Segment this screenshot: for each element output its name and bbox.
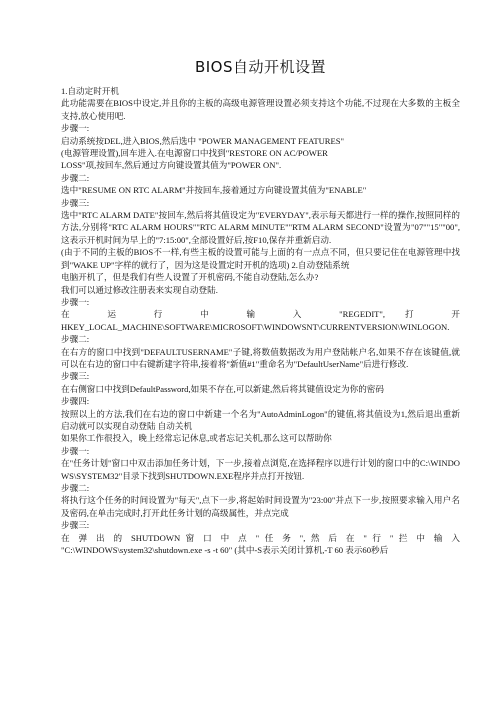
- paragraph-line: 如果你工作很投入，晚上经常忘记休息,或者忘记关机,那么这可以帮助你: [61, 433, 332, 444]
- paragraph-line: 步骤四:: [61, 396, 90, 407]
- document-title: BIOS自动开机设置: [194, 58, 327, 76]
- paragraph-line: 1.自动定时开机: [61, 86, 120, 96]
- paragraph-line: 启动系统按DEL,进入BIOS,然后选中 "POWER MANAGEMENT FEATURES": [61, 135, 345, 146]
- paragraph-line: LOSS"项,按回车,然后通过方向键设置其值为"POWER ON".: [61, 160, 282, 171]
- paragraph-line: 步骤一:: [61, 445, 90, 456]
- paragraph-line: "C:\WINDOWS\system32\shutdown.exe -s -t 60" (其中-S表示关闭计算机,-T 60 表示60秒后: [61, 545, 389, 556]
- paragraph-line: 在右侧窗口中找到DefaultPassword,如果不存在,可以新建,然后将其键值设定为你的密码: [61, 383, 384, 394]
- paragraph-line: 步骤二:: [61, 172, 90, 183]
- paragraph-line: 步骤三:: [61, 371, 90, 382]
- paragraph-line: 将执行这个任务的时间设置为"每天",点下一步,将起始时间设置为"23:00"并点下一步,按照要求输入用户名及密码,在单击完成时,打开此任务计划的高级属性，并点完成: [61, 495, 460, 518]
- paragraph-line: 步骤二:: [61, 483, 90, 493]
- paragraph-line: 步骤一:: [61, 296, 90, 307]
- paragraph-line: (电源管理设置),回车进入.在电源窗口中找到"RESTORE ON AC/POWER: [61, 148, 328, 159]
- paragraph-line: 在右方的窗口中找到"DEFAULTUSERNAME"子键,将数值数据改为用户登陆帐户名,如果不存在该键值,就可以在右边的窗口中右键新建字符串,接着将"新值#1"重命名为"DefaultUserName"后进行修改.: [61, 346, 460, 369]
- paragraph-line: 在 运 行 中 输 入 "REGEDIT", 打 开: [61, 309, 460, 320]
- paragraph-line: 在"任务计划"窗口中双击添加任务计划，下一步,接着点浏览,在选择程序以进行计划的窗口中的C:\WINDOWS\SYSTEM32"目录下找到SHUTDOWN.EXE程序并点打开按钮.: [61, 458, 460, 481]
- paragraph-line: 步骤二:: [61, 334, 90, 345]
- paragraph-line: HKEY_LOCAL_MACHINE\SOFTWARE\MICROSOFT\WINDOWSNT\CURRENTVERSION\WINLOGON.: [61, 321, 450, 332]
- paragraph-line: 步骤三:: [61, 197, 90, 208]
- paragraph-line: 电脑开机了，但是我们有些人设置了开机密码,不能自动登陆,怎么办?: [61, 272, 319, 283]
- paragraph-line: 此功能需要在BIOS中设定,并且你的主板的高级电源管理设置必须支持这个功能,不过现在大多数的主板全支持,放心使用吧.: [61, 98, 460, 121]
- document-body: [61, 85, 460, 556]
- paragraph-line: 我们可以通过修改注册表来实现自动登陆.: [61, 284, 218, 295]
- paragraph-line: 按照以上的方法,我们在右边的窗口中新建一个名为"AutoAdminLogon"的键值,将其值设为1,然后退出重新启动就可以实现自动登陆 自动关机: [61, 408, 460, 431]
- paragraph-line: 在 弹 出 的 SHUTDOWN 窗 口 中 点 " 任 务 ", 然 后 在 " 行 " 拦 中 输 入: [61, 532, 460, 543]
- paragraph-line: (由于不同的主板的BIOS不一样,有些主板的设置可能与上面的有一点点不同，但只要记住在电源管理中找到"WAKE UP"字样的就行了，因为这是设置定时开机的选项) 2.自动登陆系统: [61, 247, 460, 270]
- paragraph-line: 选中"RESUME ON RTC ALARM"并按回车,接着通过方向键设置其值为"ENABLE": [61, 185, 367, 196]
- paragraph-line: 选中"RTC ALARM DATE"按回车,然后将其值设定为"EVERYDAY",表示每天都进行一样的操作,按照同样的方法,分别将"RTC ALARM HOURS""RTC ALARM MINUTE""RTM ALARM SECOND"设置为"07""15""00",这表示开机时间为早上的"7:15:00",全部设置好后,按F10,保存并重新启动.: [61, 210, 460, 245]
- paragraph-line: 步骤三:: [61, 520, 90, 531]
- paragraph-line: 步骤一:: [61, 123, 90, 134]
